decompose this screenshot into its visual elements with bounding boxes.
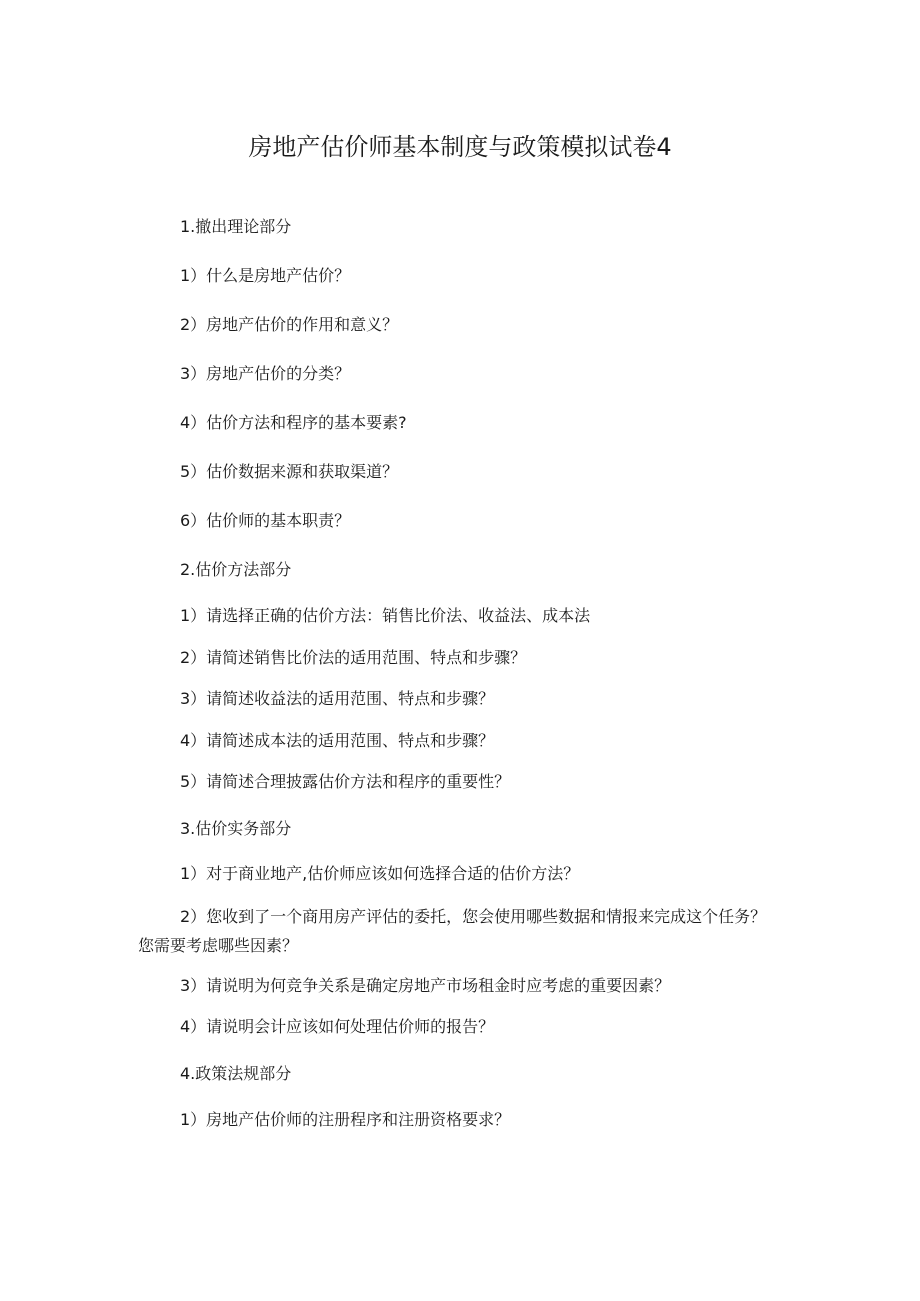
question-item: 2）房地产估价的作用和意义？ [180,315,399,334]
question-item: 1）对于商业地产,估价师应该如何选择合适的估价方法？ [180,864,580,883]
document-title: 房地产估价师基本制度与政策模拟试卷4 [248,133,672,161]
section-heading: 1.撤出理论部分 [180,217,292,236]
question-item: 5）请简述合理披露估价方法和程序的重要性？ [180,772,511,791]
section-heading: 2.估价方法部分 [180,560,292,579]
question-item: 3）房地产估价的分类？ [180,364,351,383]
question-item: 2）请简述销售比价法的适用范围、特点和步骤？ [180,648,527,667]
question-item: 3）请说明为何竞争关系是确定房地产市场租金时应考虑的重要因素？ [180,976,671,995]
question-item: 5）估价数据来源和获取渠道？ [180,462,399,481]
question-item: 1）请选择正确的估价方法：销售比价法、收益法、成本法 [180,606,591,625]
question-item: 3）请简述收益法的适用范围、特点和步骤？ [180,689,495,708]
question-item: 4）请简述成本法的适用范围、特点和步骤？ [180,731,495,750]
section-heading: 3.估价实务部分 [180,819,292,838]
question-item-wrapped: 2）您收到了一个商用房产评估的委托，您会使用哪些数据和情报来完成这个任务？您需要考虑哪些因素？ [138,907,767,955]
question-item: 4）估价方法和程序的基本要素? [180,413,407,432]
question-item: 6）估价师的基本职责？ [180,511,351,530]
question-item: 4）请说明会计应该如何处理估价师的报告？ [180,1017,495,1036]
question-item: 1）什么是房地产估价？ [180,266,351,285]
question-item: 1）房地产估价师的注册程序和注册资格要求？ [180,1110,511,1129]
section-heading: 4.政策法规部分 [180,1064,292,1083]
